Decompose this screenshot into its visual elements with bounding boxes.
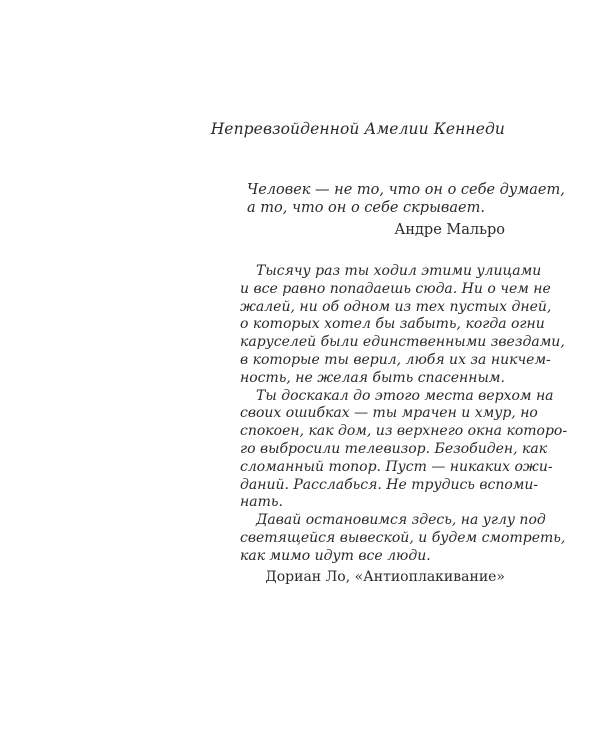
epigraph-poem: [240, 263, 568, 586]
poem-line: Ты доскакал до этого места верхом на: [256, 387, 554, 404]
poem-line: о которых хотел бы забыть, когда огни: [240, 316, 545, 333]
poem-line: спокоен, как дом, из верхнего окна которо-: [240, 423, 568, 440]
poem-paragraph: [240, 512, 566, 565]
poem-line: как мимо идут все люди.: [240, 547, 431, 564]
poem-line: Тысячу раз ты ходил этими улицами: [256, 263, 542, 279]
poem-line: каруселей были единственными звездами,: [240, 334, 565, 351]
epigraph-author: Андре Мальро: [394, 222, 505, 238]
epigraph-malraux: [215, 181, 565, 239]
poem-paragraph: [240, 387, 568, 513]
poem-line: светящейся вывеской, и будем смотреть,: [240, 529, 566, 546]
poem-line: своих ошибках — ты мрачен и хмур, но: [240, 405, 538, 422]
poem-author: Дориан Ло, «Антиоплакивание»: [265, 568, 505, 585]
poem-line: ность, не желая быть спасенным.: [240, 369, 505, 386]
poem-line: го выбросили телевизор. Безобиден, как: [240, 440, 548, 457]
poem-line: и все равно попадаешь сюда. Ни о чем не: [240, 280, 551, 297]
poem-line: в которые ты верил, любя их за никчем-: [240, 351, 551, 368]
poem-line: Давай остановимся здесь, на углу под: [256, 512, 546, 529]
poem-paragraph: [240, 263, 565, 388]
epigraph-quote: [247, 181, 565, 217]
quote-line: а то, что он о себе скрывает.: [247, 200, 485, 216]
poem-line: даний. Расслабься. Не трудись вспоми-: [240, 476, 539, 493]
dedication: Непревзойденной Амелии Кеннеди: [210, 120, 505, 138]
poem-line: нать.: [240, 494, 283, 511]
poem-line: жалей, ни об одном из тех пустых дней,: [240, 298, 552, 315]
quote-line: Человек — не то, что он о себе думает,: [247, 182, 565, 198]
poem-line: сломанный топор. Пуст — никаких ожи-: [240, 458, 553, 475]
